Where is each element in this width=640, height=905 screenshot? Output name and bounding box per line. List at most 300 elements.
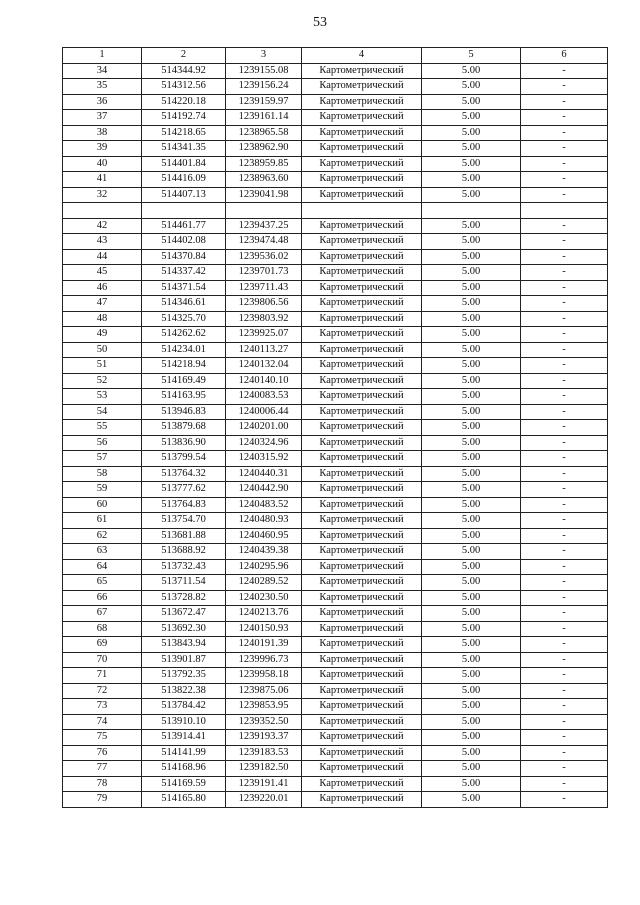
point-number-cell: 41 — [63, 172, 142, 188]
y-coordinate-cell: 1239806.56 — [226, 296, 302, 312]
x-coordinate-cell: 513692.30 — [142, 621, 226, 637]
y-coordinate-cell: 1239041.98 — [226, 187, 302, 203]
note-cell: - — [521, 668, 608, 684]
x-coordinate-cell: 514370.84 — [142, 249, 226, 265]
x-coordinate-cell: 514218.94 — [142, 358, 226, 374]
y-coordinate-cell: 1240460.95 — [226, 528, 302, 544]
column-header-5: 5 — [422, 48, 521, 64]
x-coordinate-cell: 514220.18 — [142, 94, 226, 110]
x-coordinate-cell: 513688.92 — [142, 544, 226, 560]
method-cell: Картометрический — [302, 776, 422, 792]
table-row — [63, 172, 608, 188]
y-coordinate-cell: 1239159.97 — [226, 94, 302, 110]
table-row — [63, 699, 608, 715]
y-coordinate-cell: 1239156.24 — [226, 79, 302, 95]
table-row — [63, 528, 608, 544]
x-coordinate-cell: 513914.41 — [142, 730, 226, 746]
method-cell: Картометрический — [302, 156, 422, 172]
accuracy-cell — [422, 203, 521, 219]
accuracy-cell: 5.00 — [422, 327, 521, 343]
y-coordinate-cell: 1240113.27 — [226, 342, 302, 358]
note-cell: - — [521, 110, 608, 126]
x-coordinate-cell — [142, 203, 226, 219]
note-cell: - — [521, 420, 608, 436]
accuracy-cell: 5.00 — [422, 776, 521, 792]
note-cell: - — [521, 652, 608, 668]
method-cell: Картометрический — [302, 683, 422, 699]
table-row — [63, 63, 608, 79]
method-cell: Картометрический — [302, 466, 422, 482]
table-row — [63, 668, 608, 684]
y-coordinate-cell: 1240083.53 — [226, 389, 302, 405]
point-number-cell: 37 — [63, 110, 142, 126]
point-number-cell: 75 — [63, 730, 142, 746]
accuracy-cell: 5.00 — [422, 156, 521, 172]
method-cell: Картометрический — [302, 575, 422, 591]
note-cell: - — [521, 156, 608, 172]
note-cell: - — [521, 621, 608, 637]
accuracy-cell: 5.00 — [422, 606, 521, 622]
y-coordinate-cell: 1240191.39 — [226, 637, 302, 653]
method-cell: Картометрический — [302, 528, 422, 544]
accuracy-cell: 5.00 — [422, 714, 521, 730]
point-number-cell: 73 — [63, 699, 142, 715]
note-cell: - — [521, 590, 608, 606]
x-coordinate-cell: 514344.92 — [142, 63, 226, 79]
table-row — [63, 776, 608, 792]
method-cell: Картометрический — [302, 761, 422, 777]
point-number-cell: 55 — [63, 420, 142, 436]
x-coordinate-cell: 514141.99 — [142, 745, 226, 761]
y-coordinate-cell: 1239191.41 — [226, 776, 302, 792]
point-number-cell: 69 — [63, 637, 142, 653]
x-coordinate-cell: 514234.01 — [142, 342, 226, 358]
method-cell: Картометрический — [302, 63, 422, 79]
table-row — [63, 544, 608, 560]
table-row — [63, 435, 608, 451]
note-cell: - — [521, 451, 608, 467]
note-cell: - — [521, 699, 608, 715]
note-cell: - — [521, 296, 608, 312]
y-coordinate-cell: 1239352.50 — [226, 714, 302, 730]
y-coordinate-cell: 1238965.58 — [226, 125, 302, 141]
method-cell: Картометрический — [302, 172, 422, 188]
note-cell: - — [521, 559, 608, 575]
point-number-cell: 45 — [63, 265, 142, 281]
accuracy-cell: 5.00 — [422, 761, 521, 777]
accuracy-cell: 5.00 — [422, 497, 521, 513]
x-coordinate-cell: 513910.10 — [142, 714, 226, 730]
table-row — [63, 761, 608, 777]
table-row — [63, 621, 608, 637]
method-cell: Картометрический — [302, 544, 422, 560]
table-row — [63, 79, 608, 95]
method-cell: Картометрический — [302, 559, 422, 575]
note-cell: - — [521, 792, 608, 808]
x-coordinate-cell: 514218.65 — [142, 125, 226, 141]
accuracy-cell: 5.00 — [422, 265, 521, 281]
note-cell: - — [521, 141, 608, 157]
note-cell: - — [521, 606, 608, 622]
x-coordinate-cell: 514371.54 — [142, 280, 226, 296]
method-cell: Картометрический — [302, 435, 422, 451]
y-coordinate-cell: 1240213.76 — [226, 606, 302, 622]
method-cell: Картометрический — [302, 249, 422, 265]
accuracy-cell: 5.00 — [422, 730, 521, 746]
method-cell: Картометрический — [302, 699, 422, 715]
y-coordinate-cell: 1239958.18 — [226, 668, 302, 684]
column-header-6: 6 — [521, 48, 608, 64]
method-cell: Картометрический — [302, 187, 422, 203]
point-number-cell: 34 — [63, 63, 142, 79]
note-cell: - — [521, 745, 608, 761]
table-row — [63, 203, 608, 219]
note-cell: - — [521, 63, 608, 79]
x-coordinate-cell: 514407.13 — [142, 187, 226, 203]
x-coordinate-cell: 514165.80 — [142, 792, 226, 808]
point-number-cell: 52 — [63, 373, 142, 389]
x-coordinate-cell: 514337.42 — [142, 265, 226, 281]
accuracy-cell: 5.00 — [422, 745, 521, 761]
note-cell: - — [521, 125, 608, 141]
table-row — [63, 296, 608, 312]
accuracy-cell: 5.00 — [422, 141, 521, 157]
note-cell: - — [521, 358, 608, 374]
point-number-cell: 72 — [63, 683, 142, 699]
table-row — [63, 249, 608, 265]
accuracy-cell: 5.00 — [422, 296, 521, 312]
note-cell: - — [521, 265, 608, 281]
method-cell: Картометрический — [302, 311, 422, 327]
method-cell: Картометрический — [302, 280, 422, 296]
x-coordinate-cell: 514325.70 — [142, 311, 226, 327]
note-cell: - — [521, 497, 608, 513]
x-coordinate-cell: 514402.08 — [142, 234, 226, 250]
column-header-4: 4 — [302, 48, 422, 64]
point-number-cell: 60 — [63, 497, 142, 513]
table-row — [63, 342, 608, 358]
x-coordinate-cell: 513728.82 — [142, 590, 226, 606]
method-cell: Картометрический — [302, 652, 422, 668]
column-header-2: 2 — [142, 48, 226, 64]
table-row — [63, 389, 608, 405]
y-coordinate-cell: 1239474.48 — [226, 234, 302, 250]
y-coordinate-cell: 1240315.92 — [226, 451, 302, 467]
accuracy-cell: 5.00 — [422, 637, 521, 653]
table-row — [63, 745, 608, 761]
point-number-cell: 58 — [63, 466, 142, 482]
x-coordinate-cell: 513946.83 — [142, 404, 226, 420]
point-number-cell: 66 — [63, 590, 142, 606]
x-coordinate-cell: 513879.68 — [142, 420, 226, 436]
note-cell: - — [521, 776, 608, 792]
x-coordinate-cell: 513672.47 — [142, 606, 226, 622]
table-row — [63, 466, 608, 482]
note-cell: - — [521, 187, 608, 203]
table-body — [63, 63, 608, 807]
y-coordinate-cell — [226, 203, 302, 219]
point-number-cell: 40 — [63, 156, 142, 172]
y-coordinate-cell: 1239701.73 — [226, 265, 302, 281]
y-coordinate-cell: 1240440.31 — [226, 466, 302, 482]
y-coordinate-cell: 1239853.95 — [226, 699, 302, 715]
method-cell: Картометрический — [302, 714, 422, 730]
method-cell: Картометрический — [302, 234, 422, 250]
table-row — [63, 652, 608, 668]
y-coordinate-cell: 1240230.50 — [226, 590, 302, 606]
note-cell: - — [521, 172, 608, 188]
y-coordinate-cell: 1240439.38 — [226, 544, 302, 560]
accuracy-cell: 5.00 — [422, 172, 521, 188]
point-number-cell: 43 — [63, 234, 142, 250]
y-coordinate-cell: 1239875.06 — [226, 683, 302, 699]
point-number-cell: 49 — [63, 327, 142, 343]
method-cell: Картометрический — [302, 637, 422, 653]
table-row — [63, 482, 608, 498]
method-cell: Картометрический — [302, 141, 422, 157]
page-number: 53 — [313, 15, 327, 30]
method-cell: Картометрический — [302, 218, 422, 234]
accuracy-cell: 5.00 — [422, 358, 521, 374]
method-cell: Картометрический — [302, 668, 422, 684]
accuracy-cell: 5.00 — [422, 482, 521, 498]
note-cell: - — [521, 528, 608, 544]
method-cell: Картометрический — [302, 389, 422, 405]
method-cell: Картометрический — [302, 94, 422, 110]
method-cell: Картометрический — [302, 342, 422, 358]
y-coordinate-cell: 1239193.37 — [226, 730, 302, 746]
accuracy-cell: 5.00 — [422, 575, 521, 591]
note-cell: - — [521, 435, 608, 451]
table-row — [63, 559, 608, 575]
accuracy-cell: 5.00 — [422, 621, 521, 637]
accuracy-cell: 5.00 — [422, 280, 521, 296]
method-cell: Картометрический — [302, 497, 422, 513]
x-coordinate-cell: 514192.74 — [142, 110, 226, 126]
note-cell: - — [521, 389, 608, 405]
accuracy-cell: 5.00 — [422, 389, 521, 405]
note-cell: - — [521, 218, 608, 234]
point-number-cell: 62 — [63, 528, 142, 544]
accuracy-cell: 5.00 — [422, 234, 521, 250]
table-row — [63, 683, 608, 699]
accuracy-cell: 5.00 — [422, 792, 521, 808]
accuracy-cell: 5.00 — [422, 435, 521, 451]
x-coordinate-cell: 513777.62 — [142, 482, 226, 498]
table-row — [63, 265, 608, 281]
y-coordinate-cell: 1240480.93 — [226, 513, 302, 529]
table-header — [63, 48, 608, 64]
accuracy-cell: 5.00 — [422, 544, 521, 560]
point-number-cell: 79 — [63, 792, 142, 808]
point-number-cell: 38 — [63, 125, 142, 141]
y-coordinate-cell: 1239925.07 — [226, 327, 302, 343]
table-row — [63, 606, 608, 622]
method-cell: Картометрический — [302, 513, 422, 529]
x-coordinate-cell: 514416.09 — [142, 172, 226, 188]
method-cell: Картометрический — [302, 265, 422, 281]
accuracy-cell: 5.00 — [422, 249, 521, 265]
table-row — [63, 730, 608, 746]
method-cell: Картометрический — [302, 420, 422, 436]
point-number-cell: 74 — [63, 714, 142, 730]
x-coordinate-cell: 514262.62 — [142, 327, 226, 343]
table-row — [63, 637, 608, 653]
method-cell: Картометрический — [302, 358, 422, 374]
note-cell: - — [521, 342, 608, 358]
method-cell: Картометрический — [302, 373, 422, 389]
y-coordinate-cell: 1238963.60 — [226, 172, 302, 188]
note-cell: - — [521, 234, 608, 250]
table-row — [63, 234, 608, 250]
y-coordinate-cell: 1239182.50 — [226, 761, 302, 777]
method-cell: Картометрический — [302, 451, 422, 467]
method-cell: Картометрический — [302, 404, 422, 420]
note-cell: - — [521, 513, 608, 529]
point-number-cell: 61 — [63, 513, 142, 529]
table-row — [63, 125, 608, 141]
accuracy-cell: 5.00 — [422, 699, 521, 715]
point-number-cell: 46 — [63, 280, 142, 296]
note-cell: - — [521, 544, 608, 560]
point-number-cell: 76 — [63, 745, 142, 761]
y-coordinate-cell: 1239155.08 — [226, 63, 302, 79]
accuracy-cell: 5.00 — [422, 652, 521, 668]
note-cell: - — [521, 730, 608, 746]
table-row — [63, 327, 608, 343]
accuracy-cell: 5.00 — [422, 559, 521, 575]
x-coordinate-cell: 514168.96 — [142, 761, 226, 777]
x-coordinate-cell: 514461.77 — [142, 218, 226, 234]
note-cell: - — [521, 79, 608, 95]
point-number-cell: 53 — [63, 389, 142, 405]
column-header-3: 3 — [226, 48, 302, 64]
note-cell: - — [521, 714, 608, 730]
point-number-cell: 56 — [63, 435, 142, 451]
point-number-cell: 70 — [63, 652, 142, 668]
point-number-cell: 57 — [63, 451, 142, 467]
point-number-cell: 63 — [63, 544, 142, 560]
y-coordinate-cell: 1240150.93 — [226, 621, 302, 637]
point-number-cell: 71 — [63, 668, 142, 684]
accuracy-cell: 5.00 — [422, 513, 521, 529]
note-cell: - — [521, 404, 608, 420]
method-cell: Картометрический — [302, 125, 422, 141]
note-cell: - — [521, 575, 608, 591]
table-row — [63, 590, 608, 606]
accuracy-cell: 5.00 — [422, 63, 521, 79]
point-number-cell: 65 — [63, 575, 142, 591]
note-cell — [521, 203, 608, 219]
x-coordinate-cell: 514341.35 — [142, 141, 226, 157]
table-row — [63, 451, 608, 467]
accuracy-cell: 5.00 — [422, 94, 521, 110]
note-cell: - — [521, 94, 608, 110]
x-coordinate-cell: 513843.94 — [142, 637, 226, 653]
y-coordinate-cell: 1239220.01 — [226, 792, 302, 808]
x-coordinate-cell: 513732.43 — [142, 559, 226, 575]
x-coordinate-cell: 513784.42 — [142, 699, 226, 715]
table-row — [63, 187, 608, 203]
y-coordinate-cell: 1240442.90 — [226, 482, 302, 498]
note-cell: - — [521, 466, 608, 482]
method-cell: Картометрический — [302, 606, 422, 622]
x-coordinate-cell: 513822.38 — [142, 683, 226, 699]
method-cell: Картометрический — [302, 792, 422, 808]
accuracy-cell: 5.00 — [422, 668, 521, 684]
point-number-cell: 77 — [63, 761, 142, 777]
point-number-cell: 48 — [63, 311, 142, 327]
x-coordinate-cell: 513754.70 — [142, 513, 226, 529]
method-cell: Картометрический — [302, 296, 422, 312]
point-number-cell: 47 — [63, 296, 142, 312]
column-header-1: 1 — [63, 48, 142, 64]
note-cell: - — [521, 482, 608, 498]
note-cell: - — [521, 280, 608, 296]
y-coordinate-cell: 1240483.52 — [226, 497, 302, 513]
table-row — [63, 513, 608, 529]
point-number-cell: 50 — [63, 342, 142, 358]
table-row — [63, 420, 608, 436]
x-coordinate-cell: 514169.59 — [142, 776, 226, 792]
table-row — [63, 358, 608, 374]
y-coordinate-cell: 1240324.96 — [226, 435, 302, 451]
y-coordinate-cell: 1240201.00 — [226, 420, 302, 436]
accuracy-cell: 5.00 — [422, 311, 521, 327]
method-cell: Картометрический — [302, 327, 422, 343]
table-row — [63, 373, 608, 389]
accuracy-cell: 5.00 — [422, 683, 521, 699]
point-number-cell: 59 — [63, 482, 142, 498]
x-coordinate-cell: 514312.56 — [142, 79, 226, 95]
y-coordinate-cell: 1239161.14 — [226, 110, 302, 126]
accuracy-cell: 5.00 — [422, 110, 521, 126]
y-coordinate-cell: 1238959.85 — [226, 156, 302, 172]
y-coordinate-cell: 1240295.96 — [226, 559, 302, 575]
table-row — [63, 280, 608, 296]
note-cell: - — [521, 761, 608, 777]
accuracy-cell: 5.00 — [422, 373, 521, 389]
point-number-cell: 42 — [63, 218, 142, 234]
y-coordinate-cell: 1239536.02 — [226, 249, 302, 265]
note-cell: - — [521, 373, 608, 389]
table-row — [63, 575, 608, 591]
y-coordinate-cell: 1238962.90 — [226, 141, 302, 157]
accuracy-cell: 5.00 — [422, 125, 521, 141]
x-coordinate-cell: 513681.88 — [142, 528, 226, 544]
method-cell: Картометрический — [302, 730, 422, 746]
point-number-cell: 67 — [63, 606, 142, 622]
coordinates-table — [62, 47, 608, 808]
x-coordinate-cell: 514401.84 — [142, 156, 226, 172]
table-row — [63, 141, 608, 157]
table-row — [63, 218, 608, 234]
method-cell — [302, 203, 422, 219]
method-cell: Картометрический — [302, 745, 422, 761]
accuracy-cell: 5.00 — [422, 404, 521, 420]
point-number-cell: 78 — [63, 776, 142, 792]
y-coordinate-cell: 1239803.92 — [226, 311, 302, 327]
note-cell: - — [521, 637, 608, 653]
method-cell: Картометрический — [302, 482, 422, 498]
accuracy-cell: 5.00 — [422, 451, 521, 467]
y-coordinate-cell: 1240289.52 — [226, 575, 302, 591]
x-coordinate-cell: 513711.54 — [142, 575, 226, 591]
x-coordinate-cell: 513764.32 — [142, 466, 226, 482]
accuracy-cell: 5.00 — [422, 79, 521, 95]
accuracy-cell: 5.00 — [422, 187, 521, 203]
x-coordinate-cell: 513836.90 — [142, 435, 226, 451]
